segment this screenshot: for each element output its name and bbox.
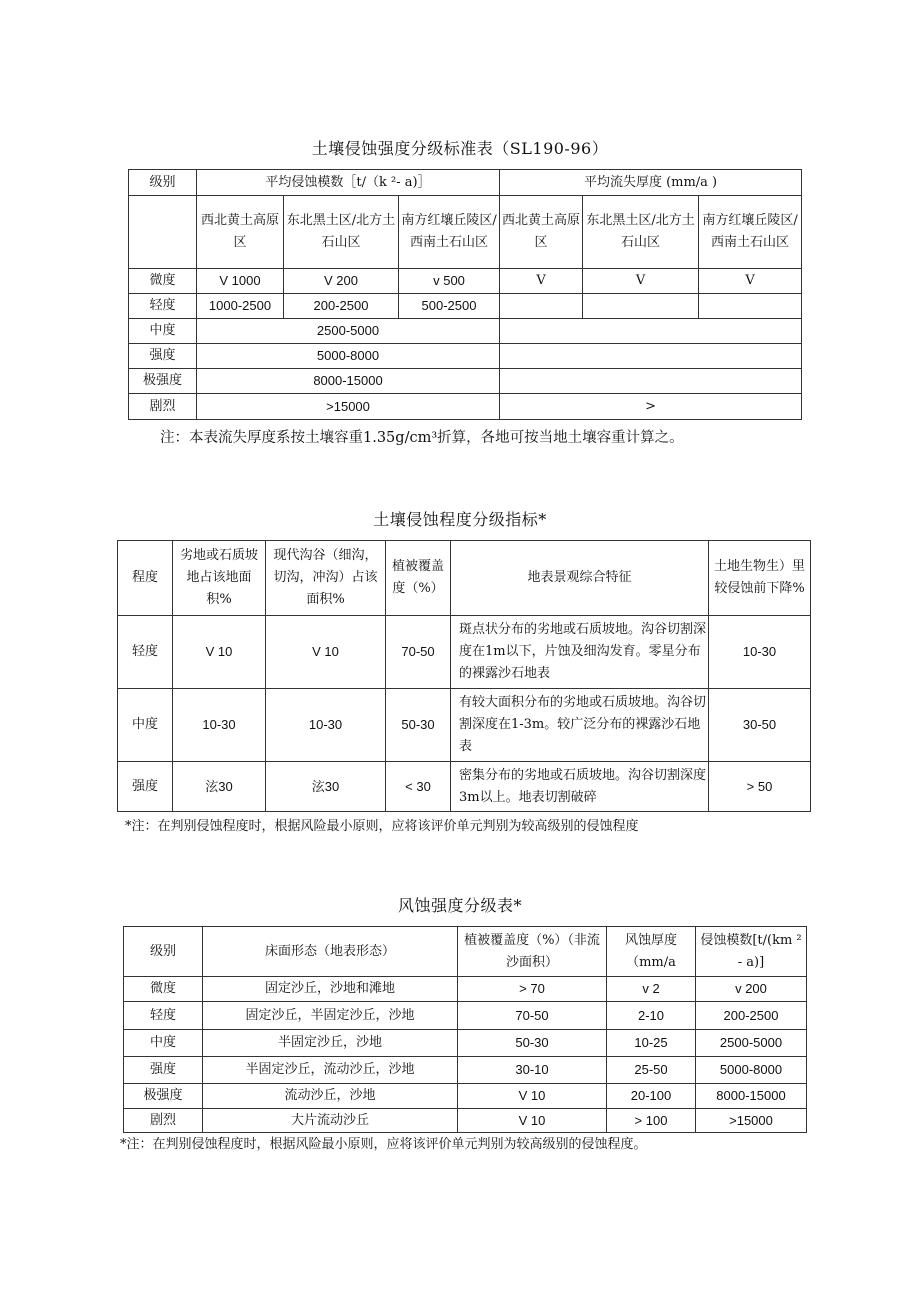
value-cell: < 30 [386, 762, 451, 812]
form-cell: 流动沙丘，沙地 [203, 1084, 458, 1109]
level-cell: 微度 [124, 977, 203, 1002]
value-cell: 2500-5000 [197, 319, 500, 344]
header-cell: 植被覆盖度（%） [386, 541, 451, 616]
level-cell: 剧烈 [124, 1109, 203, 1133]
value-cell: 10-30 [173, 689, 266, 762]
value-cell: 25-50 [607, 1057, 696, 1084]
region-cell: 东北黑土区/北方土石山区 [583, 196, 699, 269]
value-cell: 30-10 [458, 1057, 607, 1084]
value-cell: 30-50 [709, 689, 811, 762]
level-cell: 轻度 [118, 616, 173, 689]
header-cell: 现代沟谷（细沟，切沟，冲沟）占该面积% [266, 541, 386, 616]
header-depth: 平均流失厚度 (mm/a ) [500, 170, 802, 196]
value-cell: > 100 [607, 1109, 696, 1133]
value-cell: 泫30 [266, 762, 386, 812]
form-cell: 半固定沙丘，流动沙丘，沙地 [203, 1057, 458, 1084]
value-cell [500, 344, 802, 369]
value-cell: 200-2500 [284, 294, 399, 319]
value-cell: v 200 [696, 977, 807, 1002]
value-cell: 8000-15000 [197, 369, 500, 394]
value-cell: 500-2500 [399, 294, 500, 319]
value-cell: V [699, 269, 802, 294]
table-row [118, 689, 811, 762]
table2-note: *注：在判别侵蚀程度时，根据风险最小原则，应将该评价单元判别为较高级别的侵蚀程度 [125, 819, 639, 834]
header-cell: 风蚀厚度（mm/a [607, 927, 696, 977]
value-cell: 1000-2500 [197, 294, 284, 319]
header-cell: 床面形态（地表形态） [203, 927, 458, 977]
feature-cell: 斑点状分布的劣地或石质坡地。沟谷切割深度在1m以下，片蚀及细沟发育。零星分布的裸露沙石地表 [451, 616, 709, 689]
value-cell: V [583, 269, 699, 294]
value-cell: 70-50 [458, 1002, 607, 1030]
value-cell: 10-25 [607, 1030, 696, 1057]
table2-title: 土壤侵蚀程度分级指标* [373, 510, 547, 529]
wind-erosion-table [123, 926, 807, 1133]
table-row [124, 1109, 807, 1133]
value-cell: V 200 [284, 269, 399, 294]
value-cell [500, 369, 802, 394]
value-cell: V 1000 [197, 269, 284, 294]
header-modulus: 平均侵蚀模数［t/（k ²- a)］ [197, 170, 500, 196]
level-cell: 中度 [118, 689, 173, 762]
level-cell: 轻度 [129, 294, 197, 319]
header-cell: 劣地或石质坡地占该地面积% [173, 541, 266, 616]
level-cell: 强度 [118, 762, 173, 812]
value-cell: 8000-15000 [696, 1084, 807, 1109]
value-cell: 5000-8000 [696, 1057, 807, 1084]
header-cell: 植被覆盖度（%）（非流沙面积） [458, 927, 607, 977]
value-cell: 2500-5000 [696, 1030, 807, 1057]
value-cell: 50-30 [458, 1030, 607, 1057]
level-cell: 剧烈 [129, 394, 197, 420]
header-level: 级别 [129, 170, 197, 196]
value-cell: >15000 [696, 1109, 807, 1133]
value-cell: > 70 [458, 977, 607, 1002]
table-row [118, 762, 811, 812]
table-row [129, 294, 802, 319]
level-cell: 强度 [124, 1057, 203, 1084]
value-cell [699, 294, 802, 319]
value-cell: V 10 [173, 616, 266, 689]
table-row [129, 394, 802, 420]
table-row [129, 344, 802, 369]
value-cell: 5000-8000 [197, 344, 500, 369]
value-cell [500, 294, 583, 319]
level-cell: 极强度 [124, 1084, 203, 1109]
feature-cell: 有较大面积分布的劣地或石质坡地。沟谷切割深度在1-3m。较广泛分布的裸露沙石地表 [451, 689, 709, 762]
value-cell: 200-2500 [696, 1002, 807, 1030]
level-cell: 强度 [129, 344, 197, 369]
value-cell: > 50 [709, 762, 811, 812]
region-cell: 东北黑土区/北方土石山区 [284, 196, 399, 269]
header-empty [129, 196, 197, 269]
value-cell: 10-30 [709, 616, 811, 689]
header-cell: 地表景观综合特征 [451, 541, 709, 616]
table-row [124, 1030, 807, 1057]
table3-title: 风蚀强度分级表* [397, 896, 522, 915]
level-cell: 中度 [129, 319, 197, 344]
value-cell: 20-100 [607, 1084, 696, 1109]
table-row [124, 977, 807, 1002]
level-cell: 微度 [129, 269, 197, 294]
form-cell: 大片流动沙丘 [203, 1109, 458, 1133]
region-cell: 南方红壤丘陵区/西南土石山区 [399, 196, 500, 269]
header-cell: 侵蚀模数[t/(km ² - a)] [696, 927, 807, 977]
value-cell: 泫30 [173, 762, 266, 812]
value-cell: 70-50 [386, 616, 451, 689]
value-cell: v 500 [399, 269, 500, 294]
table-row [129, 319, 802, 344]
feature-cell: 密集分布的劣地或石质坡地。沟谷切割深度3m以上。地表切割破碎 [451, 762, 709, 812]
table1-note: 注：本表流失厚度系按土壤容重1.35g/cm³折算，各地可按当地土壤容重计算之。 [160, 430, 684, 446]
value-cell: > [500, 394, 802, 420]
value-cell: >15000 [197, 394, 500, 420]
table-row [129, 369, 802, 394]
erosion-intensity-table [128, 169, 802, 420]
table-row [124, 1002, 807, 1030]
table-row [124, 1057, 807, 1084]
level-cell: 极强度 [129, 369, 197, 394]
form-cell: 半固定沙丘，沙地 [203, 1030, 458, 1057]
value-cell [500, 319, 802, 344]
form-cell: 固定沙丘，沙地和滩地 [203, 977, 458, 1002]
header-cell: 级别 [124, 927, 203, 977]
table3-note: *注：在判别侵蚀程度时，根据风险最小原则，应将该评价单元判别为较高级别的侵蚀程度。 [120, 1137, 647, 1152]
value-cell: 2-10 [607, 1002, 696, 1030]
value-cell: V [500, 269, 583, 294]
table-row [129, 269, 802, 294]
value-cell: v 2 [607, 977, 696, 1002]
region-cell: 南方红壤丘陵区/西南土石山区 [699, 196, 802, 269]
level-cell: 轻度 [124, 1002, 203, 1030]
header-cell: 土地生物生）里较侵蚀前下降% [709, 541, 811, 616]
table1-title: 土壤侵蚀强度分级标准表（SL190-96） [311, 139, 609, 158]
table-row [118, 616, 811, 689]
value-cell: 50-30 [386, 689, 451, 762]
value-cell: 10-30 [266, 689, 386, 762]
value-cell: V 10 [458, 1109, 607, 1133]
value-cell: V 10 [458, 1084, 607, 1109]
erosion-degree-table [117, 540, 811, 812]
form-cell: 固定沙丘，半固定沙丘，沙地 [203, 1002, 458, 1030]
table-row [124, 1084, 807, 1109]
header-cell: 程度 [118, 541, 173, 616]
level-cell: 中度 [124, 1030, 203, 1057]
value-cell [583, 294, 699, 319]
region-cell: 西北黄土高原区 [197, 196, 284, 269]
value-cell: V 10 [266, 616, 386, 689]
region-cell: 西北黄土高原区 [500, 196, 583, 269]
